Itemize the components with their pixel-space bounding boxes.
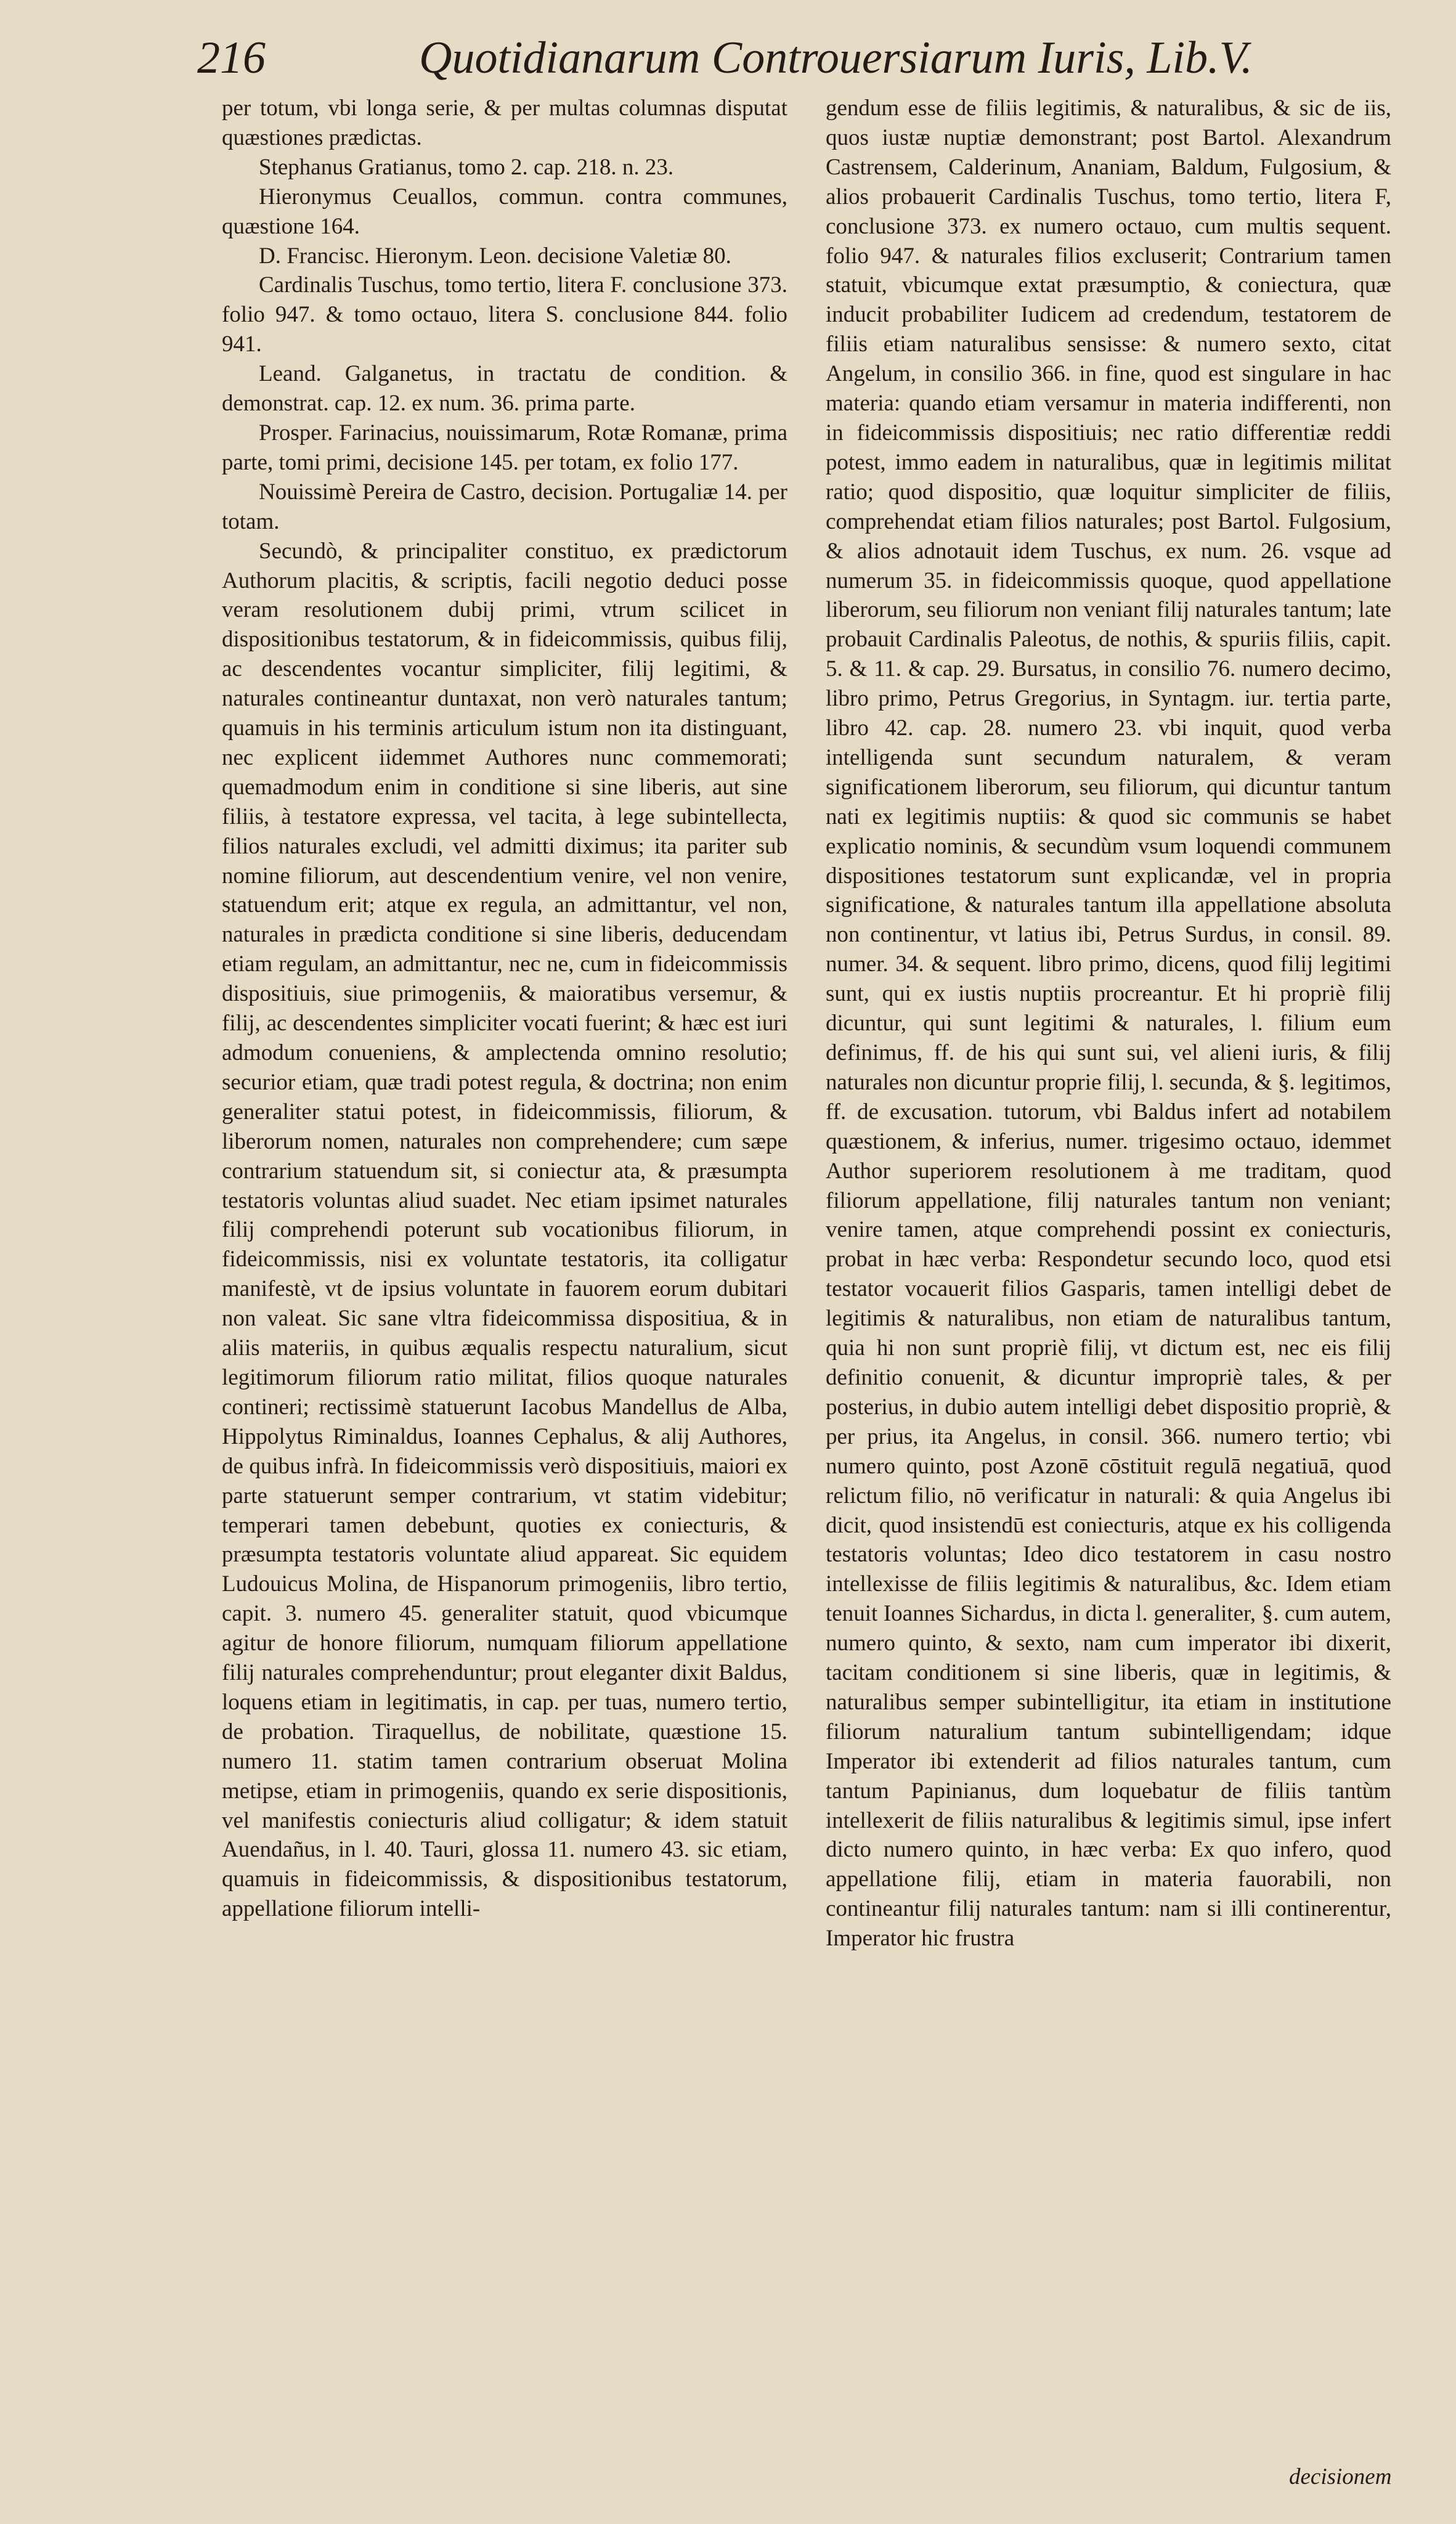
citation-line: Hieronymus Ceuallos, commun. contra communes, quæstione 164.	[222, 184, 787, 239]
citation-line: Cardinalis Tuschus, tomo tertio, litera F. conclusione 373. folio 947. & tomo octauo, litera S. conclusione 844. folio 941.	[222, 272, 787, 357]
citation-line: Leand. Galganetus, in tractatu de condition. & demonstrat. cap. 12. ex num. 36. prima parte.	[222, 361, 787, 417]
left-column	[222, 94, 787, 1924]
page-header	[197, 30, 1253, 89]
text-line: per totum, vbi longa serie, & per multas columnas disputat quæstiones prædictas.	[222, 96, 787, 150]
catchword: decisionem	[1289, 2464, 1392, 2489]
page-number: 216	[197, 33, 266, 83]
running-title: Quotidianarum Controuersiarum Iuris, Lib.V.	[419, 33, 1253, 83]
main-paragraph: Secundò, & principaliter constituo, ex prædictorum Authorum placitis, & scriptis, facili negotio deduci posse veram resolutionem dubij primi, vtrum scilicet in dispositionibus testatorum, & in fideicommissis, quibus filij, ac descendentes vocantur simpliciter, filij legitimi, & naturales contineantur duntaxat, non verò naturales tantum; quamuis in his terminis articulum istum non ita distinguant, nec explicent iidemmet Authores nunc commemorati; quemadmodum enim in conditione si sine liberis, aut sine filiis, à testatore expressa, vel tacita, à lege subintellecta, filios naturales excludi, vel admitti diximus; ita pariter sub nomine filiorum, aut descendentium venire, vel non venire, statuendum erit; atque ex regula, an admittantur, vel non, naturales in prædicta conditione si sine liberis, deducendam etiam regulam, an admittantur, nec ne, cum in fideicommissis dispositiuis, siue primogeniis, & maioratibus versemur, & filij, ac descendentes simpliciter vocati fuerint; & hæc est iuri admodum conueniens, & amplectenda omnino resolutio; securior etiam, quæ tradi potest regula, & doctrina; non enim generaliter statui potest, in fideicommissis, filiorum, & liberorum nomen, naturales non comprehendere; cum sæpe contrarium statuendum sit, si coniectur ata, & præsumpta testatoris voluntas aliud suadet. Nec etiam ipsimet naturales filij comprehendi poterunt sub vocationibus filiorum, in fideicommissis, nisi ex voluntate testatoris, ita colligatur manifestè, vt de ipsius voluntate in fauorem eorum dubitari non valeat. Sic sane vltra fideicommissa dispositiua, & in aliis materiis, in quibus æqualis respectu naturalium, sicut legitimorum filiorum ratio militat, filios quoque naturales contineri; rectissimè statuerunt Iacobus Mandellus de Alba, Hippolytus Riminaldus, Ioannes Cephalus, & alij Authores, de quibus infrà. In fideicommissis verò dispositiuis, maiori ex parte statuerunt semper contrarium, vt statim videbitur; temperari tamen debebunt, quoties ex coniecturis, & præsumpta testatoris voluntate aliud appareat. Sic equidem Ludouicus Molina, de Hispanorum primogeniis, libro tertio, capit. 3. numero 45. generaliter statuit, quod vbicumque agitur de honore filiorum, numquam filiorum appellatione filij naturales comprehenduntur; prout eleganter dixit Baldus, loquens etiam in legitimatis, in cap. per tuas, numero tertio, de probation. Tiraquellus, de nobilitate, quæstione 15. numero 11. statim tamen contrarium obseruat Molina metipse, etiam in primogeniis, quando ex serie dispositionis, vel manifestis coniecturis aliud colligatur; & idem statuit Auendañus, in l. 40. Tauri, glossa 11. numero 43. sic etiam, quamuis in fideicommissis, & dispositionibus testatorum, appellatione filiorum intelli-	[222, 538, 787, 1922]
citation-line: Prosper. Farinacius, nouissimarum, Rotæ Romanæ, prima parte, tomi primi, decisione 145. per totam, ex folio 177.	[222, 420, 787, 475]
citation-line: Stephanus Gratianus, tomo 2. cap. 218. n. 23.	[259, 154, 674, 180]
citation-line: Nouissimè Pereira de Castro, decision. Portugaliæ 14. per totam.	[222, 479, 787, 534]
main-paragraph-continued: gendum esse de filiis legitimis, & naturalibus, & sic de iis, quos iustæ nuptiæ demonstrant; post Bartol. Alexandrum Castrensem, Calderinum, Ananiam, Baldum, Fulgosium, & alios probauerit Cardinalis Tuschus, tomo tertio, litera F, conclusione 373. ex numero octauo, cum multis sequent. folio 947. & naturales filios excluserit; Contrarium tamen statuit, vbicumque extat præsumptio, & coniectura, quæ inducit probabiliter Iudicem ad credendum, testatorem de filiis etiam naturalibus sensisse: & numero sexto, citat Angelum, in consilio 366. in fine, quod est singulare in hac materia: quando etiam versamur in materia indifferenti, non in fideicommissis dispositiuis; nec ratio differentiæ reddi potest, immo eadem in naturalibus, quæ in legitimis militat ratio; quod dispositio, quæ loquitur simpliciter de filiis, comprehendat etiam filios naturales; post Bartol. Fulgosium, & alios adnotauit idem Tuschus, ex num. 26. vsque ad numerum 35. in fideicommissis quoque, quod appellatione liberorum, seu filiorum non veniant filij naturales tantum; late probauit Cardinalis Paleotus, de nothis, & spuriis filiis, capit. 5. & 11. & cap. 29. Bursatus, in consilio 76. numero decimo, libro primo, Petrus Gregorius, in Syntagm. iur. tertia parte, libro 42. cap. 28. numero 23. vbi inquit, quod verba intelligenda sunt secundum naturalem, & veram significationem liberorum, seu filiorum, qui dicuntur tantum nati ex legitimis nuptiis: & quod sic communis se habet explicatio nominis, & secundùm vsum loquendi communem dispositiones testatorum sunt explicandæ, vel in propria significatione, & naturales tantum illa appellatione absoluta non continentur, vt latius ibi, Petrus Surdus, in consil. 89. numer. 34. & sequent. libro primo, dicens, quod filij legitimi sunt, qui ex iustis nuptiis procreantur. Et hi propriè filij dicuntur, qui sunt legitimi & naturales, l. filium eum definimus, ff. de his qui sunt sui, vel alieni iuris, & filij naturales non dicuntur proprie filij, l. secunda, & §. legitimos, ff. de excusation. tutorum, vbi Baldus infert ad notabilem quæstionem, & inferius, numer. trigesimo octauo, idemmet Author superiorem resolutionem à me traditam, quod filiorum appellatione, filij naturales tantum non veniant; venire tamen, atque comprehendi possint ex coniecturis, probat in hæc verba: Respondetur secundo loco, quod etsi testator vocauerit filios Gasparis, tamen intelligi debet de legitimis & naturalibus, non etiam de naturalibus tantum, quia hi non sunt propriè filij, vt dictum est, nec eis filij definitio conuenit, & dicuntur impropriè tales, & per posterius, in dubio autem intelligi debet dispositio propriè, & per prius, ita Angelus, in consil. 366. numero tertio; vbi numero quinto, post Azonē cōstituit regulā negatiuā, quod relictum filio, nō verificatur in naturali: & quia Angelus ibi dicit, quod insistendū est coniecturis, atque ex his colligenda testatoris voluntas; Ideo dico testatorem in casu nostro intellexisse de filiis legitimis & naturalibus, &c. Idem etiam tenuit Ioannes Sichardus, in dicta l. generaliter, §. cum autem, numero quinto, & sexto, nam cum imperator ibi dixerit, tacitam conditionem si sine liberis, quæ in legitimis, & naturalibus semper subintelligitur, ita etiam in institutione filiorum naturalium tantum subintelligendam; idque Imperator ibi extenderit ad filios naturales tantum, cum tantum Papinianus, dum loquebatur de filiis tantùm intellexerit de filiis naturalibus & legitimis simul, ipse infert dicto numero quinto, in hæc verba: Ex quo infero, quod appellatione filij, etiam in materia fauorabili, non contineantur filij naturales tantum: nam si illi continerentur, Imperator hic frustra	[826, 96, 1391, 1952]
citation-line: D. Francisc. Hieronym. Leon. decisione Valetiæ 80.	[259, 243, 731, 269]
right-column	[826, 94, 1391, 1953]
